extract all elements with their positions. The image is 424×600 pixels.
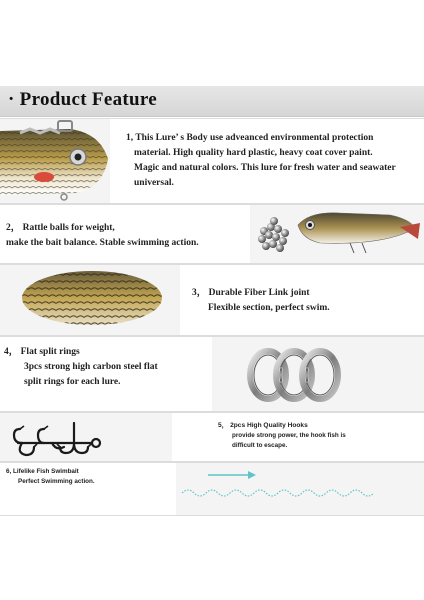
feature-3-text: 3， Durable Fiber Link joint Flexible section, perfect swim. (192, 288, 330, 313)
fish-lure-icon (0, 119, 112, 203)
product-feature-banner (0, 86, 424, 117)
split-rings-icon (240, 341, 360, 407)
feature-panel-6 (0, 462, 424, 516)
feature-panel-2 (0, 204, 424, 264)
feature-6-text: 6, Lifelike Fish Swimbait Perfect Swimming action. (6, 468, 95, 485)
feature-1-text: 1, This Lure’ s Body use adveanced environmental protection material. High quality hard plastic, heavy coat cover paint. Magic and natural colors. This lure for fresh water and seawater universal. (126, 133, 396, 188)
feature-panel-5 (0, 412, 424, 462)
feature-panel-4 (0, 336, 424, 412)
swim-wave-icon (180, 467, 380, 507)
rattle-balls-icon (250, 205, 424, 263)
feature-5-text: 5， 2pcs High Quality Hooks provide strong power, the hook fish is difficult to escape. (218, 422, 346, 449)
feature-panel-1 (0, 118, 424, 204)
page-title: · Product Feature (8, 89, 157, 110)
feature-4-text: 4， Flat split rings 3pcs strong high carbon steel flat split rings for each lure. (4, 347, 158, 387)
feature-2-text: 2， Rattle balls for weight, make the bait balance. Stable swimming action. (6, 223, 199, 248)
treble-hook-icon (4, 413, 114, 461)
feature-panel-3 (0, 264, 424, 336)
fish-scale-icon (0, 265, 180, 335)
